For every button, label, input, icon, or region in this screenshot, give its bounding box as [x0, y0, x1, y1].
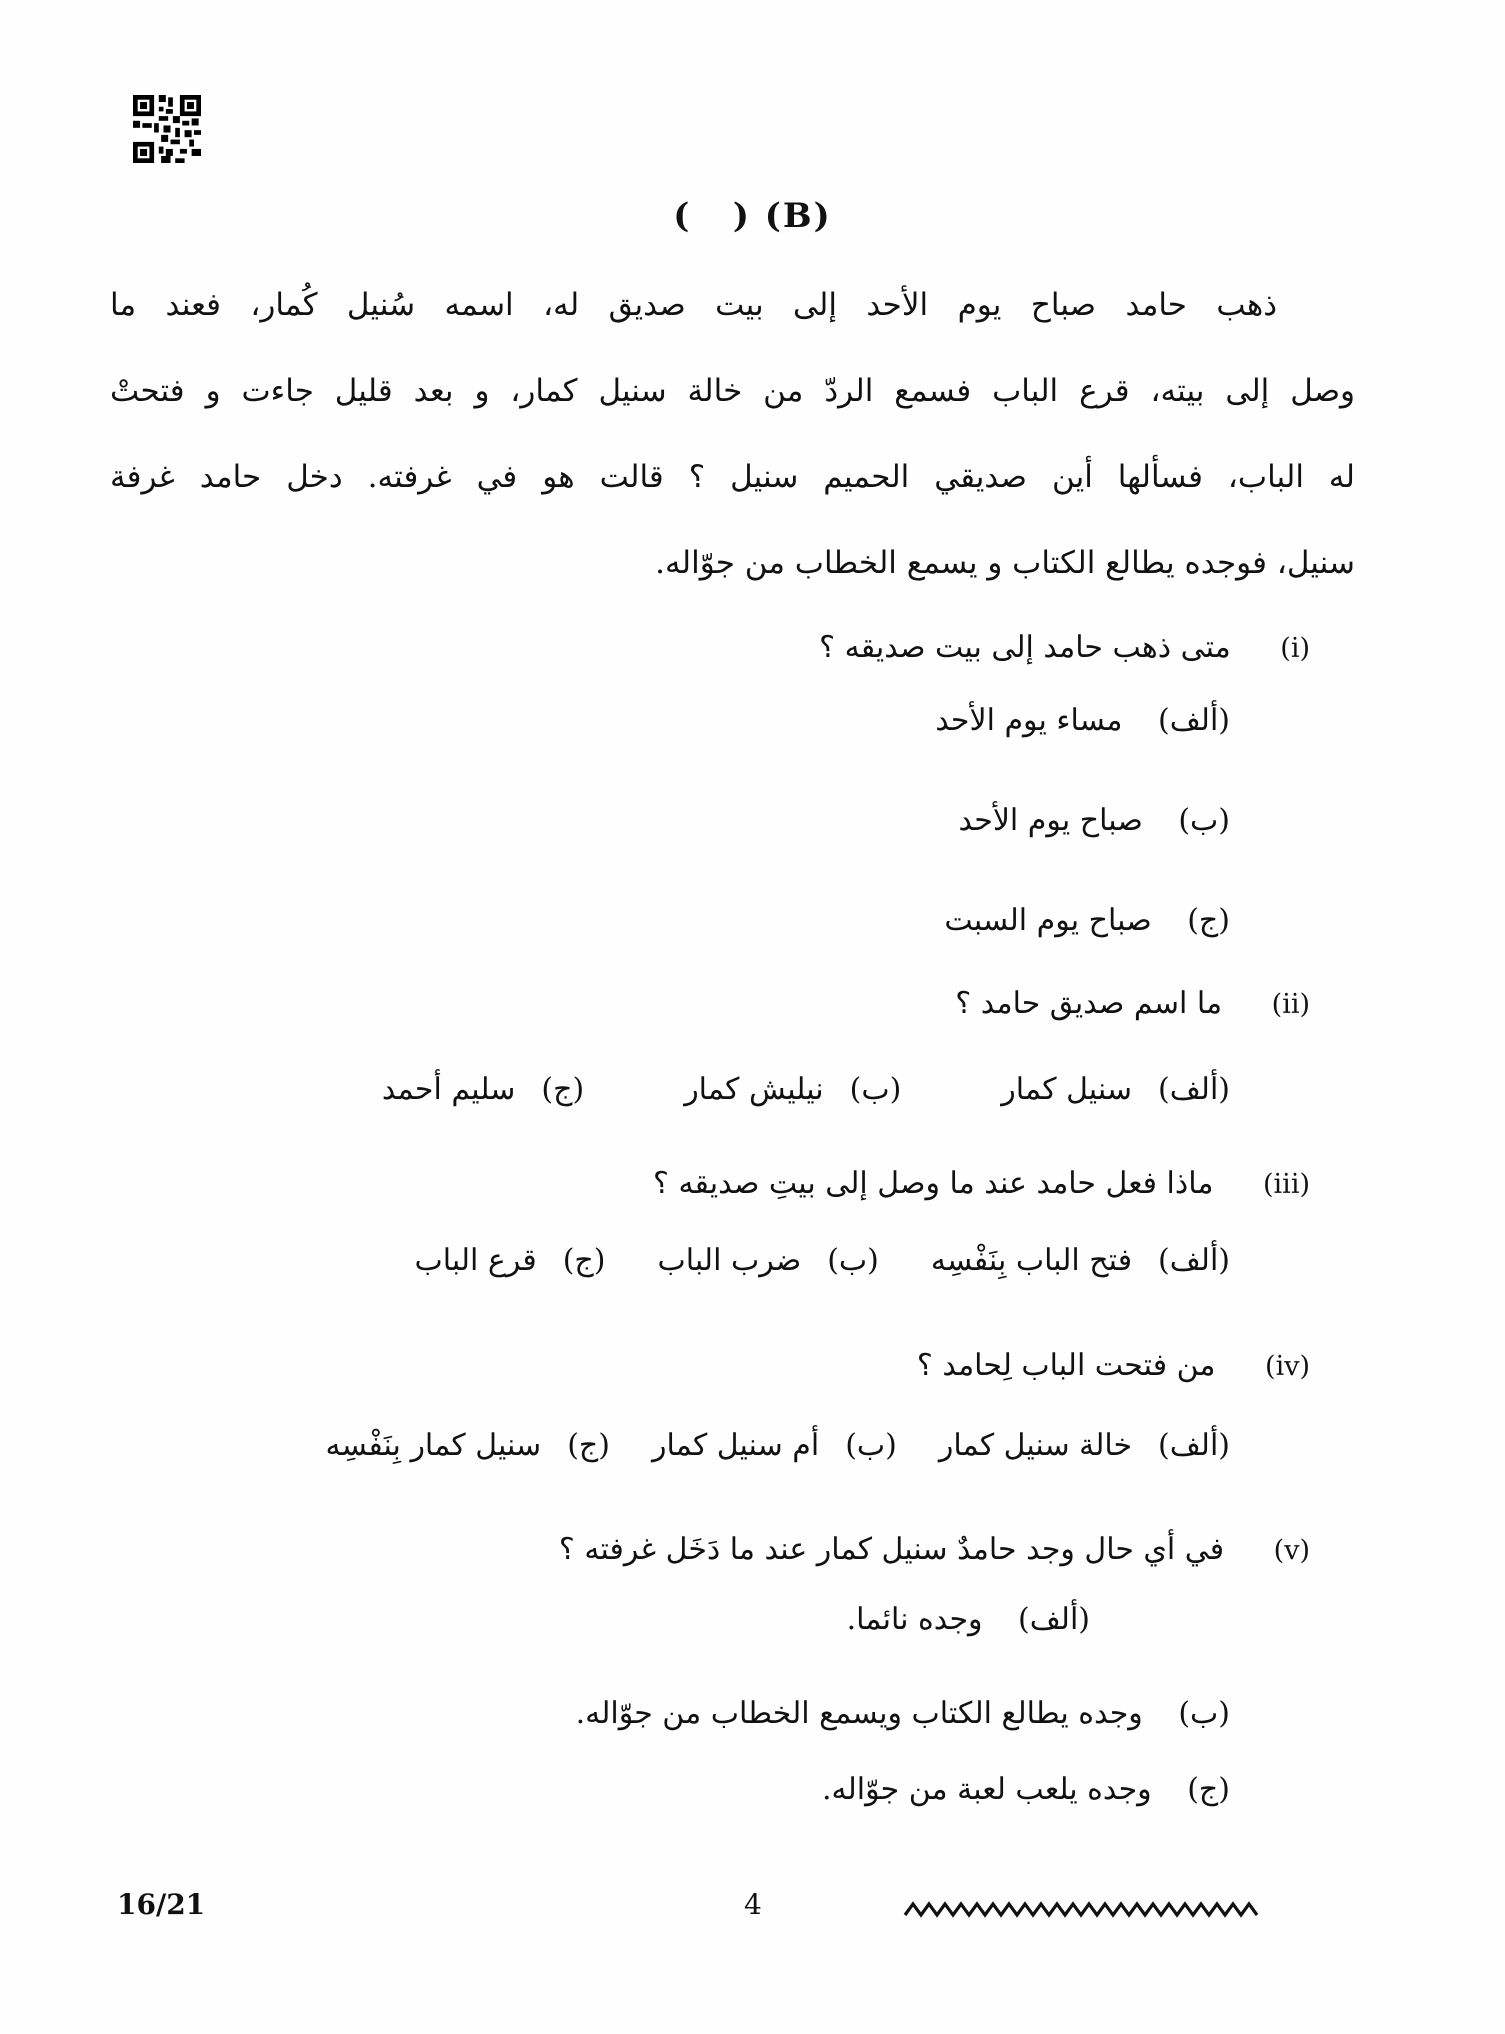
option-iv-b [652, 1428, 897, 1463]
option-text: سليم أحمد [381, 1072, 516, 1107]
option-label: (ألف) [1018, 1602, 1090, 1637]
option-i-a [935, 703, 1230, 738]
option-label: (ألف) [1158, 1243, 1230, 1278]
option-label: (ب) [1178, 1696, 1230, 1731]
option-label: (ألف) [1158, 1428, 1230, 1463]
option-text: نيليش كمار [684, 1072, 824, 1107]
footer-paper-code: 16/21 [117, 1888, 206, 1921]
qr-code-icon [133, 95, 201, 163]
option-iv-a [939, 1428, 1230, 1463]
question-text: ما اسم صديق حامد ؟ [955, 986, 1223, 1021]
question-number: (iv) [1265, 1351, 1310, 1382]
option-label: (ألف) [1158, 703, 1230, 738]
question-v [559, 1532, 1310, 1567]
option-iv-c [325, 1428, 610, 1463]
option-text: صباح يوم السبت [944, 903, 1152, 938]
option-label: (ب) [827, 1243, 879, 1278]
option-text: صباح يوم الأحد [958, 803, 1143, 838]
option-ii-b [684, 1072, 901, 1107]
option-ii-c [382, 1072, 584, 1107]
option-i-c [944, 903, 1230, 938]
option-label: (ج) [1187, 1772, 1230, 1807]
passage-line: ذهب حامد صباح يوم الأحد إلى بيت صديق له، اسمه سُنيل كُمار، فعند ما [110, 287, 1277, 323]
option-text: قرع الباب [414, 1243, 537, 1278]
wavy-line-icon [903, 1898, 1263, 1922]
footer-page-number: 4 [744, 1888, 762, 1921]
question-text: ماذا فعل حامد عند ما وصل إلى بيتِ صديقه ؟ [653, 1166, 1214, 1201]
option-iii-a [931, 1243, 1230, 1278]
option-text: فتح الباب بِنَفْسِه [930, 1243, 1133, 1278]
option-label: (ج) [562, 1243, 606, 1278]
option-label: (ج) [567, 1428, 610, 1463]
option-label: (ب) [849, 1072, 902, 1107]
question-ii [955, 986, 1310, 1021]
option-label: (ج) [1187, 903, 1230, 938]
option-v-b [576, 1696, 1230, 1731]
question-i [819, 630, 1310, 665]
question-number: (iii) [1263, 1169, 1310, 1200]
option-text: سنيل كمار [1001, 1072, 1133, 1107]
option-v-c [822, 1772, 1230, 1807]
option-label: (ألف) [1158, 1072, 1230, 1107]
option-text: ضرب الباب [657, 1243, 802, 1278]
option-iii-c [414, 1243, 605, 1278]
option-text: أم سنيل كمار [651, 1428, 820, 1463]
option-label: (ج) [541, 1072, 585, 1107]
question-number: (i) [1280, 633, 1310, 664]
passage-line: له الباب، فسألها أين صديقي الحميم سنيل ؟ قالت هو في غرفته. دخل حامد غرفة [110, 459, 1355, 495]
section-heading: ( ) (B) [673, 196, 832, 236]
option-label: (ب) [845, 1428, 897, 1463]
question-number: (v) [1273, 1535, 1310, 1566]
option-text: وجده يطالع الكتاب ويسمع الخطاب من جوّاله. [575, 1696, 1143, 1731]
passage-line: سنيل، فوجده يطالع الكتاب و يسمع الخطاب من جوّاله. [655, 545, 1355, 581]
option-text: وجده يلعب لعبة من جوّاله. [822, 1772, 1152, 1807]
passage [110, 262, 1355, 606]
option-text: مساء يوم الأحد [935, 703, 1123, 738]
options-ii [382, 1072, 1230, 1107]
option-v-a [847, 1602, 1090, 1637]
question-number: (ii) [1271, 989, 1310, 1020]
option-text: وجده نائما. [846, 1602, 983, 1637]
option-text: خالة سنيل كمار [938, 1428, 1133, 1463]
question-text: من فتحت الباب لِحامد ؟ [916, 1348, 1216, 1383]
option-iii-b [658, 1243, 879, 1278]
option-i-b [959, 803, 1230, 838]
option-label: (ب) [1178, 803, 1230, 838]
passage-line: وصل إلى بيته، قرع الباب فسمع الردّ من خالة سنيل كمار، و بعد قليل جاءت و فتحتْ [110, 373, 1355, 409]
option-text: سنيل كمار بِنَفْسِه [325, 1428, 542, 1463]
question-iv [917, 1348, 1310, 1383]
options-iii [414, 1243, 1230, 1278]
option-ii-a [1001, 1072, 1230, 1107]
question-text: متى ذهب حامد إلى بيت صديقه ؟ [819, 630, 1231, 665]
options-iv [325, 1428, 1230, 1463]
question-iii [653, 1166, 1310, 1201]
question-text: في أي حال وجد حامدٌ سنيل كمار عند ما دَخَل غرفته ؟ [558, 1532, 1225, 1567]
